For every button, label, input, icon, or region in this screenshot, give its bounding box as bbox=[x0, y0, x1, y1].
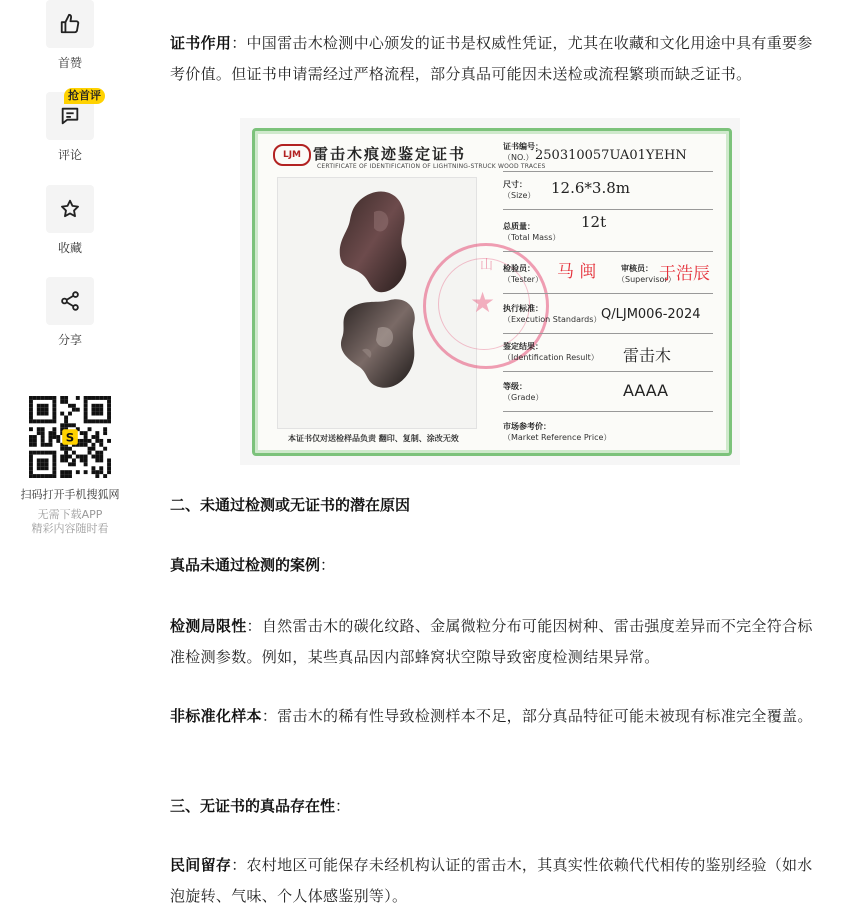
mass-value: 12t bbox=[581, 213, 607, 231]
mass-underline bbox=[503, 251, 713, 252]
certificate-subtitle: CERTIFICATE OF IDENTIFICATION OF LIGHTNING-STRUCK WOOD TRACES bbox=[317, 163, 546, 170]
field-mass bbox=[503, 213, 713, 243]
favorite-icon-box[interactable] bbox=[46, 185, 94, 233]
paragraph-nonstandard-sample bbox=[170, 701, 815, 732]
term-failed-cases: 真品未通过检测的案例 bbox=[170, 556, 321, 574]
qr-code-icon[interactable] bbox=[29, 396, 111, 478]
thumbs-up-icon bbox=[59, 13, 81, 35]
field-size bbox=[503, 179, 713, 201]
standard-label: 执行标准： bbox=[503, 304, 543, 313]
result-label-en: （Identification Result） bbox=[503, 353, 599, 362]
mass-label-en: （Total Mass） bbox=[503, 233, 561, 242]
term-nonstandard-sample: 非标准化样本 bbox=[170, 707, 262, 725]
comment-label: 评论 bbox=[57, 148, 82, 162]
heading-3-colon: ： bbox=[335, 797, 351, 815]
text-nonstandard-sample: ：雷击木的稀有性导致检测样本不足，部分真品特征可能未被现有标准完全覆盖。 bbox=[261, 707, 813, 725]
grade-value: AAAA bbox=[623, 381, 669, 400]
share-label: 分享 bbox=[57, 333, 82, 347]
certificate-image[interactable] bbox=[240, 118, 740, 465]
field-certificate-no bbox=[503, 141, 713, 163]
certificate-footer: 本证书仅对送检样品负责 翻印、复制、涂改无效 bbox=[288, 434, 459, 443]
qr-sub1: 无需下载APP bbox=[37, 508, 103, 521]
certificate-card bbox=[252, 128, 732, 456]
mass-label: 总质量： bbox=[503, 222, 535, 231]
size-label-en: （Size） bbox=[503, 191, 536, 200]
field-grade bbox=[503, 381, 713, 403]
qr-sub2: 精彩内容随时看 bbox=[31, 522, 109, 535]
grade-label-en: （Grade） bbox=[503, 393, 544, 402]
no-underline bbox=[503, 171, 713, 172]
section-heading-2: 二、未通过检测或无证书的潜在原因 bbox=[170, 496, 411, 514]
comment-badge[interactable]: 抢首评 bbox=[64, 88, 105, 104]
price-label: 市场参考价： bbox=[503, 422, 551, 431]
share-icon-box[interactable] bbox=[46, 277, 94, 325]
share-icon bbox=[59, 290, 81, 312]
like-button[interactable] bbox=[46, 0, 94, 71]
qr-block bbox=[0, 396, 140, 536]
term-detection-limits: 检测局限性 bbox=[170, 617, 247, 635]
grade-underline bbox=[503, 411, 713, 412]
supervisor-label-en: （Supervisor） bbox=[617, 275, 676, 284]
no-label-en: （NO.） bbox=[503, 153, 534, 162]
paragraph-folk-collection bbox=[170, 850, 815, 912]
term-certificate-role: 证书作用 bbox=[170, 34, 232, 52]
text-folk-collection: ：农村地区可能保存未经机构认证的雷击木，其真实性依赖代代相传的鉴别经验（如水泡旋转、气味、个人体感鉴别等）。 bbox=[170, 856, 813, 905]
certificate-logo: LJM bbox=[273, 144, 311, 166]
tester-signature: 马 闽 bbox=[557, 262, 597, 282]
standard-underline bbox=[503, 333, 713, 334]
failed-cases-colon: ： bbox=[320, 556, 336, 574]
stamp-text: 山 bbox=[480, 258, 494, 273]
comment-button[interactable] bbox=[46, 89, 101, 163]
certificate-title: 雷击木痕迹鉴定证书 bbox=[313, 145, 467, 163]
field-price bbox=[503, 421, 713, 443]
grade-label: 等级： bbox=[503, 382, 527, 391]
term-folk-collection: 民间留存 bbox=[170, 856, 232, 874]
like-label: 首赞 bbox=[57, 56, 82, 70]
field-result bbox=[503, 341, 713, 363]
comment-icon bbox=[59, 105, 81, 127]
text-certificate-role: ：中国雷击木检测中心颁发的证书是权威性凭证，尤其在收藏和文化用途中具有重要参考价值。但证书申请需经过严格流程，部分真品可能因未送检或流程繁琐而缺乏证书。 bbox=[170, 34, 813, 83]
supervisor-signature: 于浩辰 bbox=[659, 264, 710, 284]
supervisor-label: 审核员： bbox=[621, 264, 653, 273]
result-label: 鉴定结果： bbox=[503, 342, 543, 351]
stamp-star-icon: ★ bbox=[470, 286, 496, 319]
subheading-failed-cases bbox=[170, 550, 335, 581]
result-underline bbox=[503, 371, 713, 372]
share-button[interactable] bbox=[46, 277, 94, 348]
paragraph-certificate-role bbox=[170, 28, 815, 90]
comment-icon-box[interactable] bbox=[46, 89, 101, 140]
no-value: 250310057UA01YEHN bbox=[535, 148, 687, 163]
favorite-button[interactable] bbox=[46, 185, 94, 256]
field-tester bbox=[503, 263, 713, 285]
size-value: 12.6*3.8m bbox=[551, 179, 630, 197]
like-icon-box[interactable] bbox=[46, 0, 94, 48]
result-value: 雷击木 bbox=[623, 346, 672, 365]
favorite-label: 收藏 bbox=[57, 241, 82, 255]
field-standard bbox=[503, 303, 713, 325]
heading-3-text: 三、无证书的真品存在性 bbox=[170, 797, 336, 815]
standard-value: Q/LJM006-2024 bbox=[601, 307, 701, 322]
svg-text:S: S bbox=[65, 430, 75, 445]
tester-underline bbox=[503, 293, 713, 294]
qr-caption: 扫码打开手机搜狐网 bbox=[20, 488, 120, 501]
text-detection-limits: ：自然雷击木的碳化纹路、金属微粒分布可能因树种、雷击强度差异而不完全符合标准检测参数。例如，某些真品因内部蜂窝状空隙导致密度检测结果异常。 bbox=[170, 617, 813, 666]
section-heading-3 bbox=[170, 791, 350, 822]
paragraph-detection-limits bbox=[170, 611, 815, 673]
star-icon bbox=[59, 198, 81, 220]
no-label: 证书编号： bbox=[503, 142, 543, 151]
size-label: 尺寸： bbox=[503, 180, 527, 189]
tester-label-en: （Tester） bbox=[503, 275, 543, 284]
standard-label-en: （Execution Standards） bbox=[503, 315, 602, 324]
size-underline bbox=[503, 209, 713, 210]
price-label-en: （Market Reference Price） bbox=[503, 433, 612, 442]
tester-label: 检验员： bbox=[503, 264, 535, 273]
